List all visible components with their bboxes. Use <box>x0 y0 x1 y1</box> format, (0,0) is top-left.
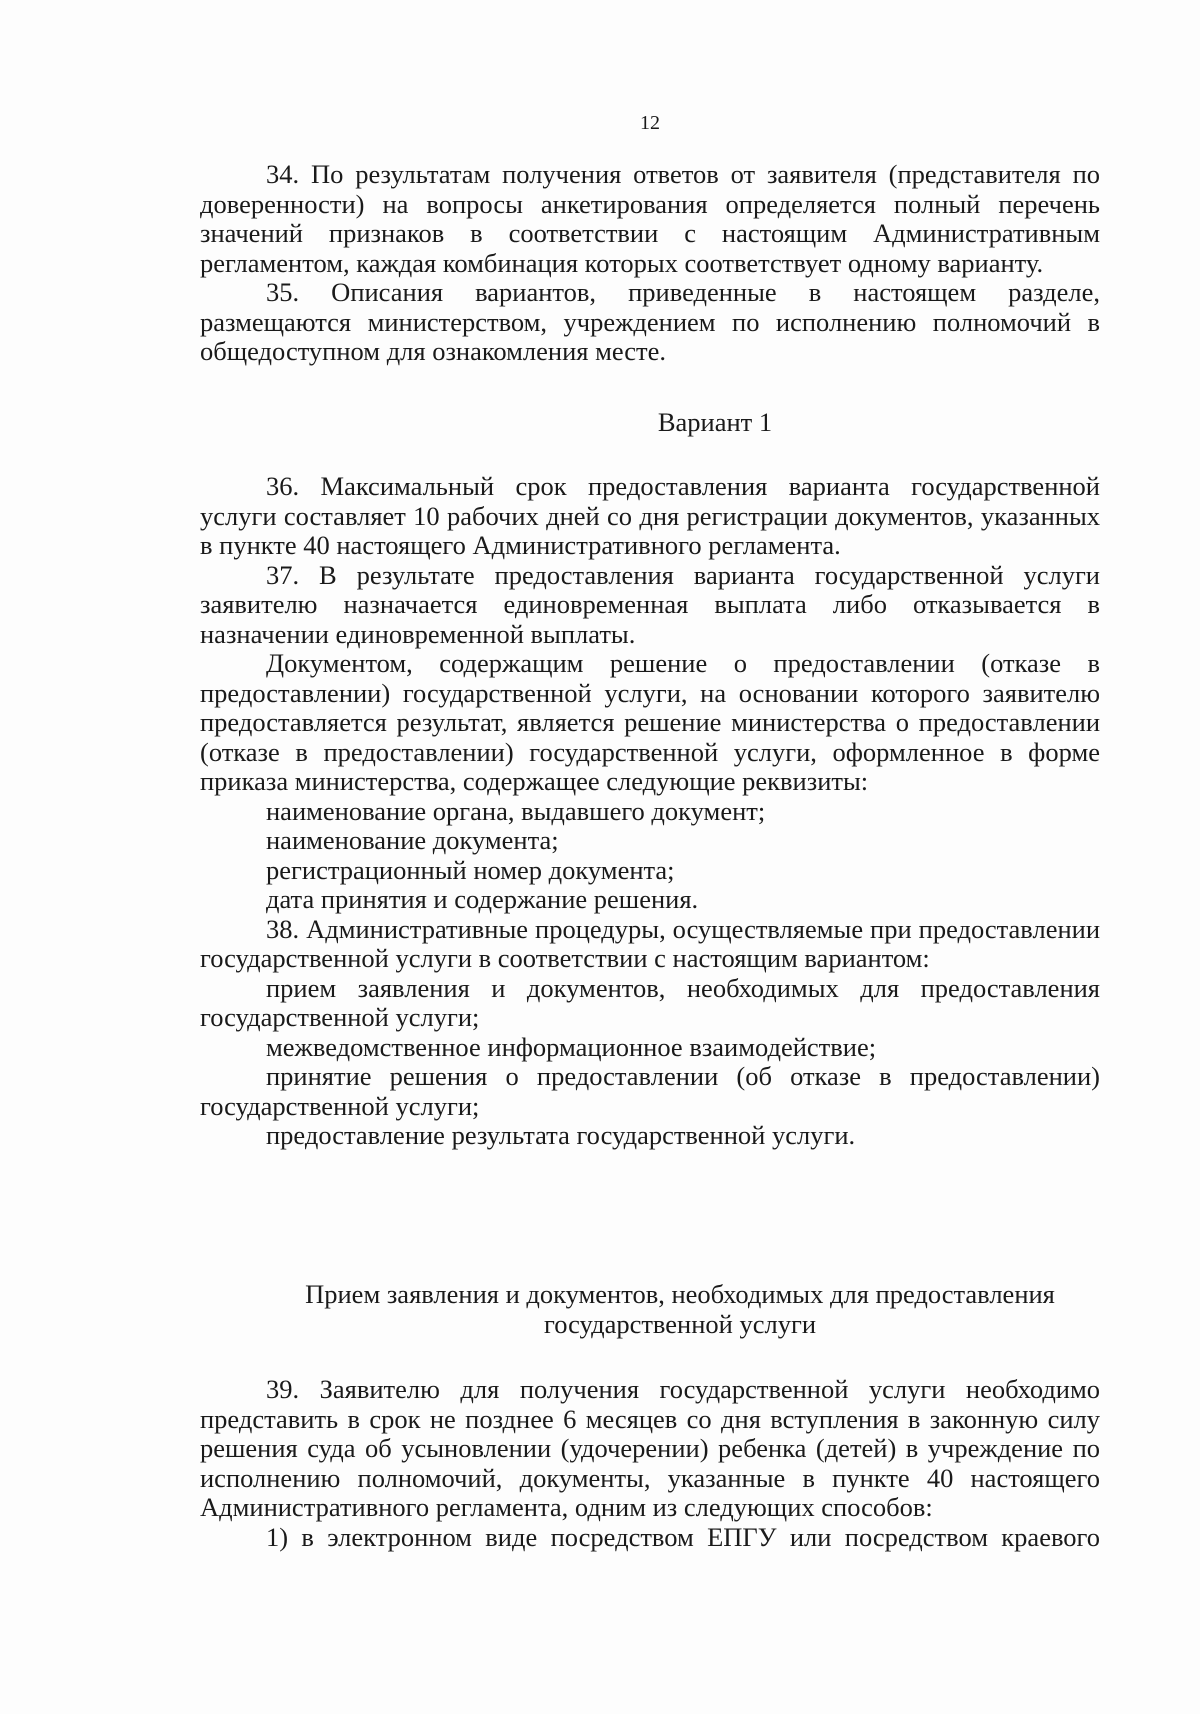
paragraph-38: 38. Административные процедуры, осуществляемые при предоставлении государственной услуги в соответствии с настоящим вариантом: <box>200 913 1100 973</box>
list-item-interagency-interaction: межведомственное информационное взаимодействие; <box>266 1031 877 1062</box>
list-item-result-provision: предоставление результата государственной услуги. <box>266 1120 856 1150</box>
list-item-application-reception: прием заявления и документов, необходимых для предоставления государственной услуги; <box>200 972 1100 1032</box>
section-reception <box>200 1375 1100 1552</box>
section-paragraphs-34-35 <box>200 160 1100 367</box>
subsection-heading <box>230 1280 1130 1339</box>
list-item-document-name: наименование документа; <box>266 825 559 855</box>
paragraph-document-result: Документом, содержащим решение о предоставлении (отказе в предоставлении) государственной услуги, на основании которого заявителю предоставляется результат, является решение министерства о предоставлении (отказе в предоставлении) государственной услуги, оформленное в форме приказа министерства, содержащее следующие реквизиты: <box>200 648 1100 796</box>
paragraph-34: 34. По результатам получения ответов от заявителя (представителя по доверенности) на вопросы анкетирования определяется полный перечень значений признаков в соответствии с настоящим Административным регламентом, каждая комбинация которых соответствует одному варианту. <box>200 159 1100 278</box>
subsection-heading-line-1: Прием заявления и документов, необходимых для предоставления <box>305 1279 1055 1309</box>
list-item-organ-name: наименование органа, выдавшего документ; <box>266 795 766 826</box>
variant-heading: Вариант 1 <box>657 407 773 437</box>
section-variant-1 <box>200 472 1100 1151</box>
list-item-decision-date: дата принятия и содержание решения. <box>266 884 699 914</box>
paragraph-39: 39. Заявителю для получения государственной услуги необходимо представить в срок не позднее 6 месяцев со дня вступления в законную силу решения суда об усыновлении (удочерении) ребенка (детей) в учреждение по исполнению полномочий, документы, указанные в пункте 40 настоящего Административного регламента, одним из следующих способов: <box>200 1374 1100 1522</box>
subsection-heading-line-2: государственной услуги <box>543 1308 817 1339</box>
list-item-registration-number: регистрационный номер документа; <box>266 854 675 885</box>
paragraph-36: 36. Максимальный срок предоставления варианта государственной услуги составляет 10 рабочих дней со дня регистрации документов, указанных в пункте 40 настоящего Административного регламента. <box>200 471 1100 560</box>
paragraph-35: 35. Описания вариантов, приведенные в настоящем разделе, размещаются министерством, учреждением по исполнению полномочий в общедоступном для ознакомления месте. <box>200 277 1100 366</box>
paragraph-37: 37. В результате предоставления варианта государственной услуги заявителю назначается единовременная выплата либо отказывается в назначении единовременной выплаты. <box>200 559 1100 649</box>
list-item-electronic-method: 1) в электронном виде посредством ЕПГУ или посредством краевого <box>266 1521 1100 1552</box>
list-item-decision-making: принятие решения о предоставлении (об отказе в предоставлении) государственной услуги; <box>200 1061 1100 1121</box>
page-number: 12 <box>640 112 660 134</box>
